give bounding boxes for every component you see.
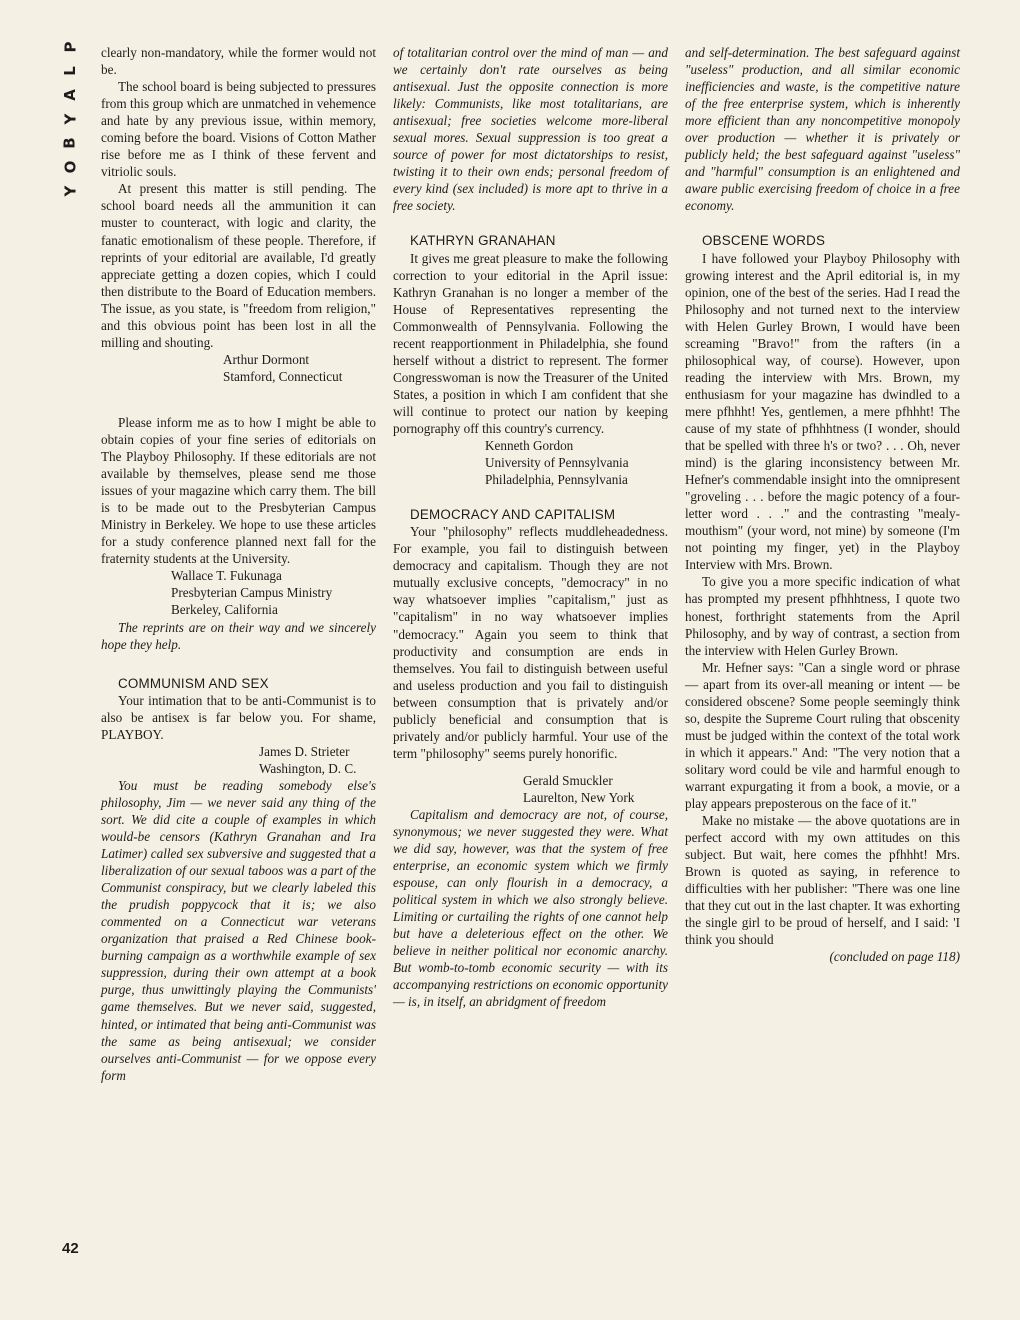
- section-heading: OBSCENE WORDS: [702, 233, 826, 249]
- letter-paragraph: Please inform me as to how I might be able to obtain copies of your fine series of editorials on The Playboy Philosophy. If these editorials are not available by themselves, please send me those issues of your magazine which carry them. The bill is to be made out to the Presbyterian Campus Ministry in Berkeley. We hope to use these articles for a study conference planned next fall for the fraternity students at the University.: [101, 414, 376, 567]
- letter-paragraph: Make no mistake — the above quotations are in perfect accord with my own attitudes on this subject. But wait, here comes the pfhhht! Mrs. Brown is quoted as saying, in reference to difficulties with her publisher: "There was one line that they cut out in the last chapter. It was exhorting the single girl to be proud of herself, and I said: 'I think you should: [685, 813, 960, 948]
- signature-location: Berkeley, California: [171, 602, 278, 618]
- letter-paragraph: At present this matter is still pending. The school board needs all the ammunition it can muster to counteract, with logic and clarity, the fanatic emotionalism of these people. Therefore, if reprints of your editorial are available, I'd greatly appreciate getting a dozen copies, which I could then distribute to the Board of Education members. The issue, as you state, is "freedom from religion," and this obvious point has been lost in all the milling and shouting.: [101, 181, 376, 350]
- signature-location: Washington, D. C.: [259, 760, 357, 776]
- signature: [393, 772, 668, 806]
- signature-location: University of Pennsylvania: [485, 455, 629, 471]
- masthead-letter: P: [61, 41, 79, 53]
- signature-name: Arthur Dormont: [223, 351, 310, 367]
- signature-name: Wallace T. Fukunaga: [171, 568, 282, 584]
- editor-reply: You must be reading somebody else's philosophy, Jim — we never said any thing of the sort. We did cite a couple of examples in which would-be censors (Kathryn Granahan and Ira Latimer) called sex subversive and suggested that a liberalization of our sexual taboos was a part of the Communist conspiracy, but we clearly labeled this the prudish poppycock that it is; we also commented on a Connecticut war veterans organization that praised a Red Chinese book-burning campaign as a worthwhile example of sex suppression, during their own attempt at a book purge, thus unwittingly playing the Communists' game themselves. But we never said, suggested, hinted, or intimated that being anti-Communist was the same as being antisexual; we consider ourselves anti-Communist — for we oppose every form: [101, 777, 376, 1083]
- letter-paragraph: Your intimation that to be anti-Communist is to also be antisex is far below you. For shame, PLAYBOY.: [101, 692, 376, 742]
- signature-name: James D. Strieter: [259, 743, 350, 759]
- editor-reply: Capitalism and democracy are not, of course, synonymous; we never suggested they were. What we did say, however, was that the system of free enterprise, an economic system which we firmly espouse, can only flourish in a democracy, a political system in which we also strongly believe. Limiting or curtailing the rights of one cannot help but have a deleterious effect on the other. We believe in neither political nor economic anarchy. But womb-to-tomb economic security — with its accompanying restrictions on economic opportunity — is, in itself, an abridgment of freedom: [393, 806, 668, 1010]
- letter-paragraph: I have followed your Playboy Philosophy with growing interest and the April editorial is, in my opinion, one of the best of the series. Had I read the Philosophy and not turned next to the interview with Helen Gurley Brown, I would have been screaming "Bravo!" from the rafters (in a philosophical way, of course). However, upon reading the interview with Mrs. Brown, my enthusiasm for your magazine has dwindled to a mere pfhhht! Yes, gentlemen, a mere pfhhht! The cause of my state of pfhhhtness (I wonder, should that be spelled with three h's or two? . . . Oh, never mind) is the glaring inconsistency between Mr. Hefner's commendable insight into the omnipresent "groveling . . . before the magic potency of a four-letter word . . ." and the contrasting "mealy-mouthism" (your word, not mine) by someone (I'm not pointing my finger, yet) in the Playboy Interview with Mrs. Brown.: [685, 250, 960, 573]
- signature-location: Laurelton, New York: [523, 789, 635, 805]
- playboy-masthead: [50, 36, 90, 202]
- signature: [101, 743, 376, 777]
- masthead-letter: B: [61, 137, 79, 149]
- signature: [101, 567, 376, 618]
- signature: [393, 437, 668, 488]
- page-number: 42: [62, 1240, 79, 1257]
- signature-location: Presbyterian Campus Ministry: [171, 585, 333, 601]
- signature-location: Philadelphia, Pennsylvania: [485, 472, 628, 488]
- masthead-letter: L: [61, 66, 79, 76]
- editor-reply: and self-determination. The best safeguard against "useless" production, and all similar economic inefficiencies and waste, is the competitive nature of the free enterprise system, which is inherently more efficient than any noncompetitive monopoly over production — whether it is privately or publicly held; the best safeguard against "useless" and "harmful" consumption is an enlightened and aware public exercising freedom of choice in a free economy.: [685, 45, 960, 214]
- column-3: [685, 44, 960, 965]
- masthead-letter: A: [60, 89, 79, 101]
- signature-name: Gerald Smuckler: [523, 772, 613, 788]
- column-1: [101, 44, 376, 1084]
- letter-paragraph: It gives me great pleasure to make the following correction to your editorial in the April issue: Kathryn Granahan is no longer a member of the House of Representatives representing the Commonwealth of Pennsylvania. Following the recent reapportionment in Philadelphia, she found herself without a district to represent. The former Congresswoman is now the Treasurer of the United States, a position in which I am confident that she will continue to protect our nation by keeping pornography off this country's currency.: [393, 250, 668, 436]
- letter-paragraph: clearly non-mandatory, while the former would not be.: [101, 45, 376, 78]
- letter-paragraph: The school board is being subjected to pressures from this group which are unmatched in vehemence and hate by any previous issue, within memory, coming before the board. Visions of Cotton Mather rise before me as I think of these fervent and vitriolic souls.: [101, 79, 376, 180]
- editor-reply: of totalitarian control over the mind of man — and we certainly don't rate ourselves as being antisexual. Just the opposite connection is more likely: Communists, like most totalitarians, are antisexual; free societies welcome more-liberal sexual mores. Sexual suppression is too great a source of power for most dictatorships to resist, twisting it to their own ends; personal freedom of every kind (sex included) is more apt to thrive in a free society.: [393, 45, 668, 214]
- masthead-letter: Y: [61, 185, 79, 197]
- section-heading: KATHRYN GRANAHAN: [410, 233, 556, 249]
- signature: [101, 351, 376, 385]
- masthead-letter: Y: [61, 113, 79, 125]
- section-heading: COMMUNISM AND SEX: [118, 675, 269, 691]
- editor-reply: The reprints are on their way and we sincerely hope they help.: [101, 619, 376, 652]
- column-2: [393, 44, 668, 1011]
- signature-location: Stamford, Connecticut: [223, 368, 343, 384]
- letter-paragraph: Your "philosophy" reflects muddleheadedness. For example, you fail to distinguish between democracy and capitalism. Though they are not mutually exclusive concepts, "democracy" in no way whatsoever implies "capitalism," just as "capitalism" in no way whatsoever implies "democracy." Again you seem to think that productivity and consumption are ends in themselves. You fail to distinguish between useful and useless production and you fail to distinguish between consumption that is privately and/or publicly beneficial and consumption that is privately and/or publicly harmful. Your use of the term "philosophy" seems purely honorific.: [393, 524, 668, 761]
- letter-paragraph: To give you a more specific indication of what has prompted my present pfhhhtness, I quote two honest, forthright statements from the April Philosophy, and by way of contrast, a section from the interview with Helen Gurley Brown.: [685, 574, 960, 658]
- letter-paragraph: Mr. Hefner says: "Can a single word or phrase — apart from its over-all meaning or intent — be considered obscene? Some people seemingly think so, despite the Supreme Court ruling that obscenity must be judged within the context of the total work in which it appears." And: "The very notion that a solitary word could be vile and harmful enough to warrant expurgating it from a book, a movie, or a play appears preposterous on the face of it.": [685, 659, 960, 812]
- signature-name: Kenneth Gordon: [485, 438, 574, 454]
- section-heading: DEMOCRACY AND CAPITALISM: [410, 507, 616, 523]
- continuation-note: (concluded on page 118): [829, 949, 960, 965]
- masthead-letter: O: [60, 160, 79, 174]
